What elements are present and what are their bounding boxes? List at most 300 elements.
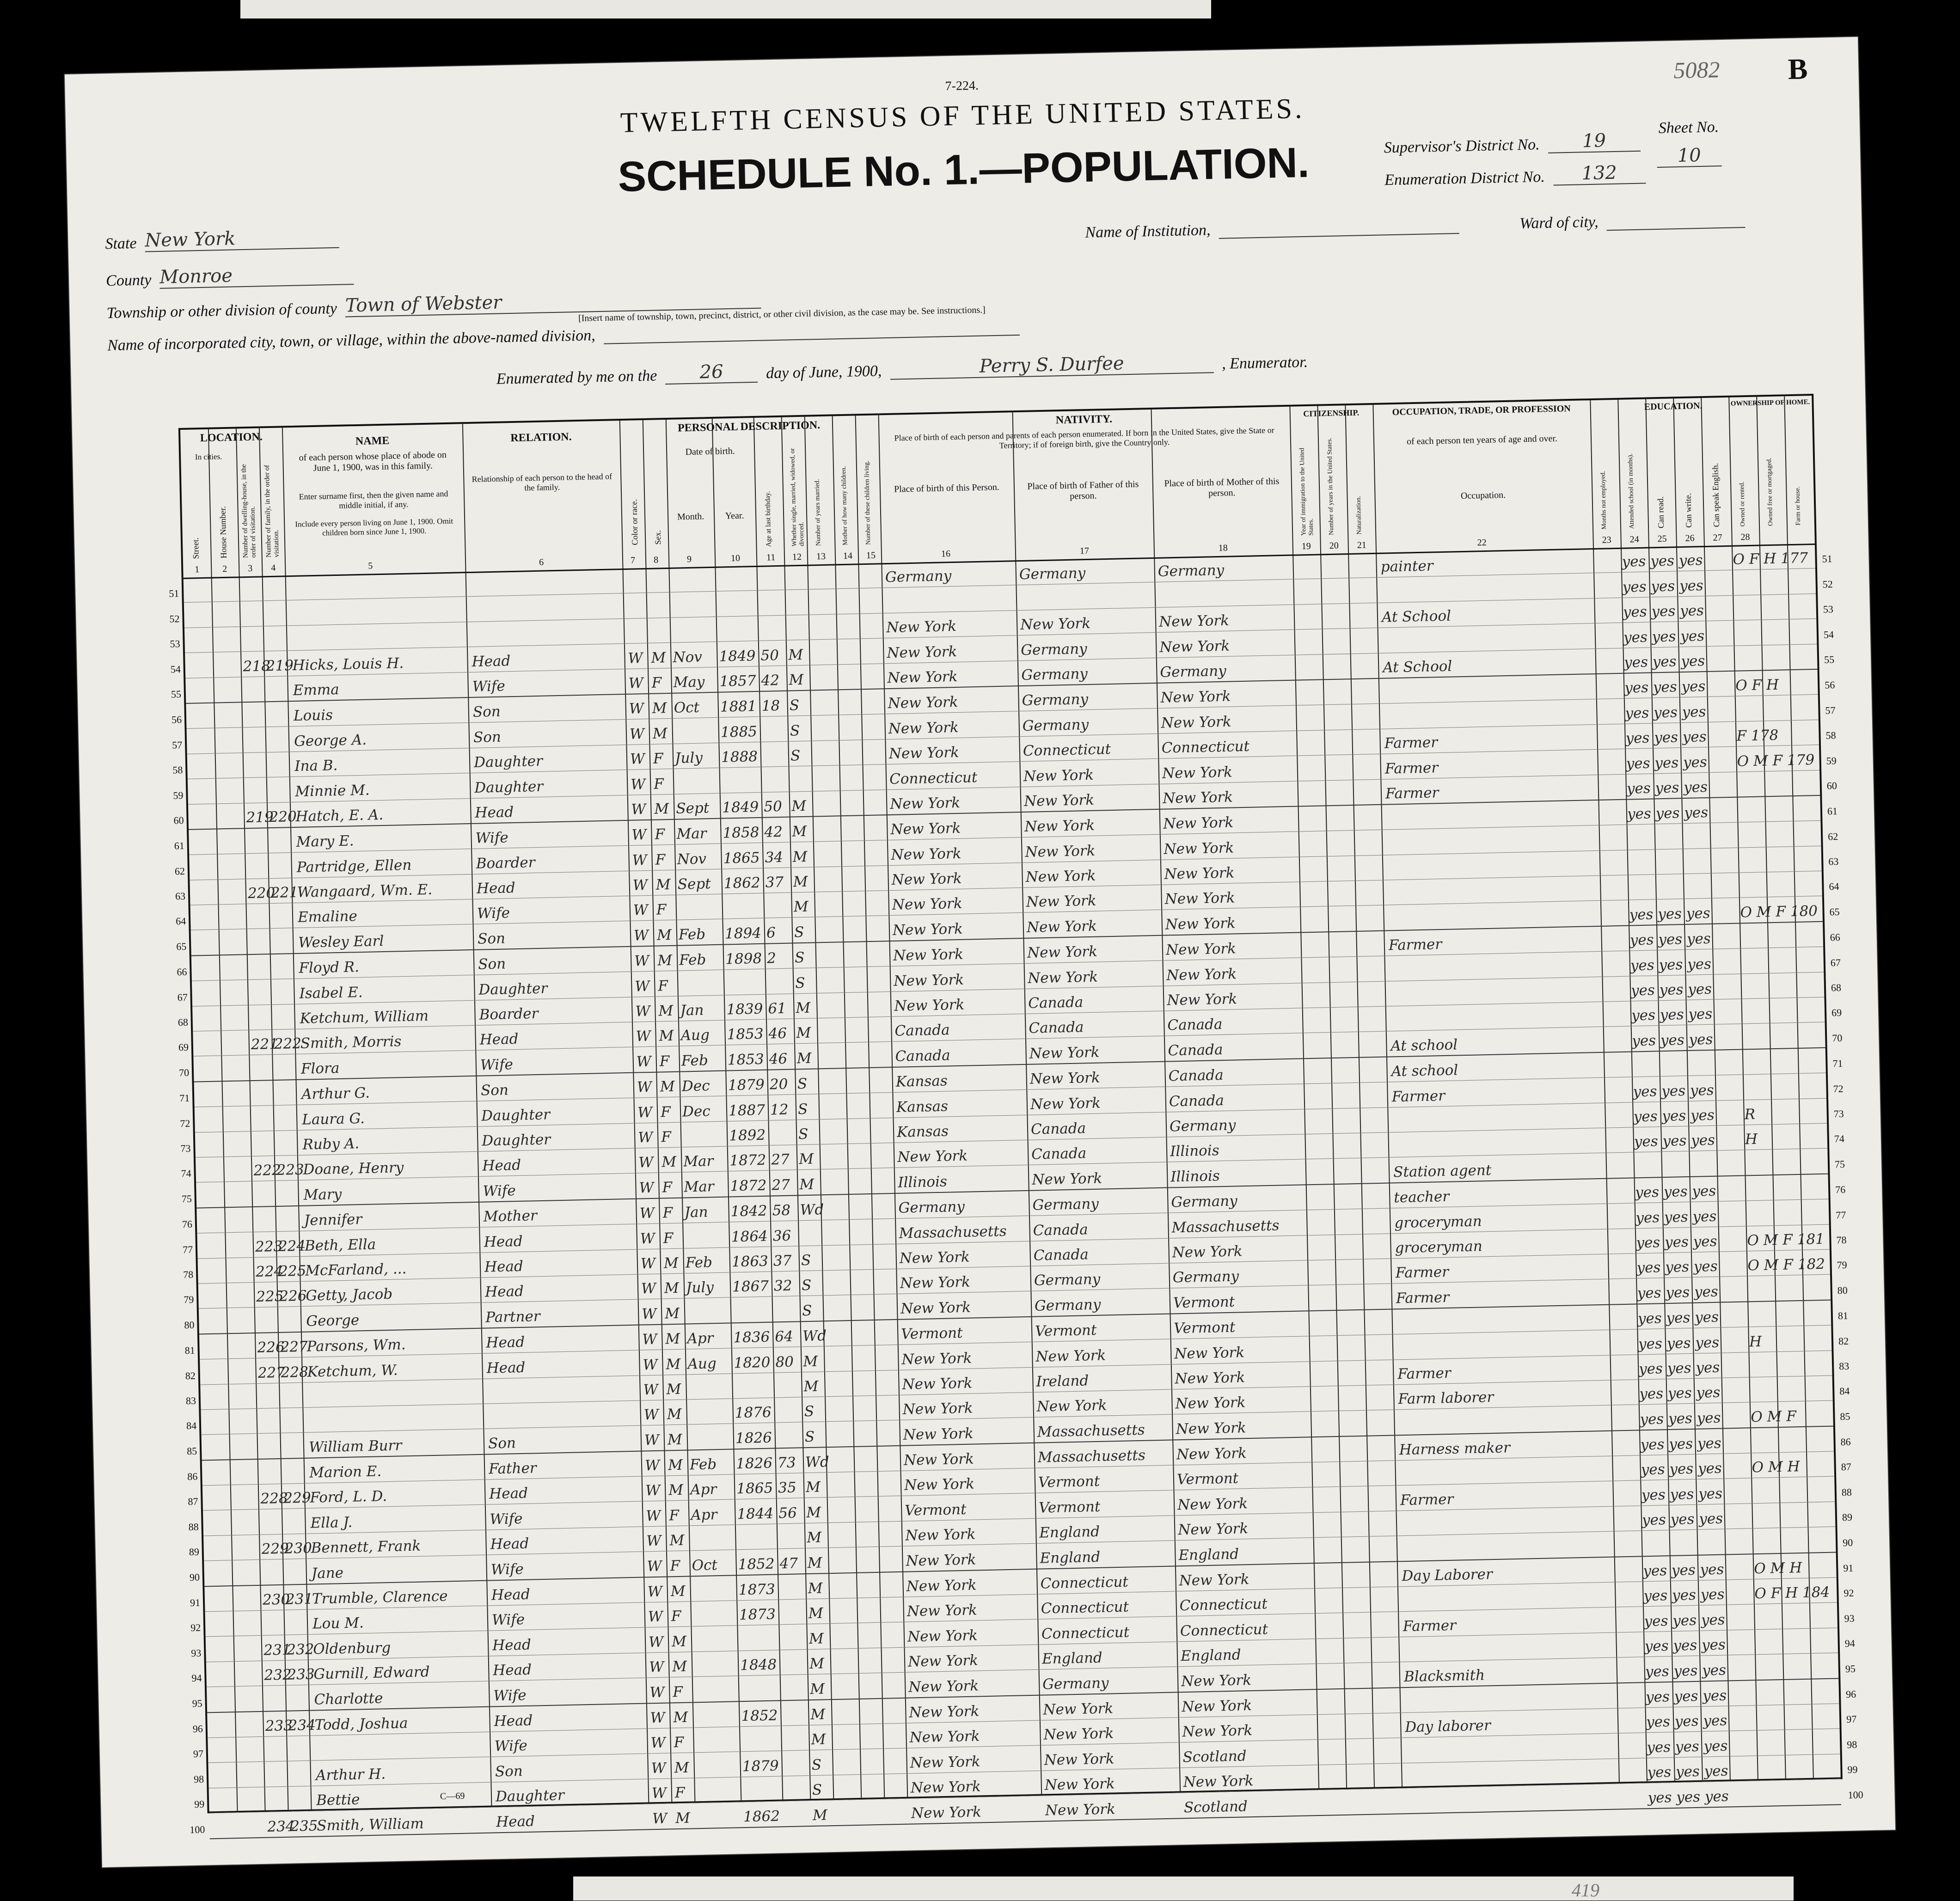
hdr-english: Can speak English.: [1710, 463, 1721, 527]
column-number: 21: [1357, 540, 1366, 550]
cell-ms: M: [796, 1050, 812, 1067]
hdr-relation-desc: Relationship of each person to the head of the family.: [472, 471, 612, 493]
row-number-right: 62: [1827, 830, 1838, 843]
hdr-owned: Owned or rented.: [1739, 481, 1747, 527]
row-number-right: 94: [1844, 1637, 1855, 1650]
cell-s: M: [663, 1254, 679, 1272]
cell-pm: New York: [1181, 1671, 1252, 1690]
cell-name: Mary E.: [296, 832, 354, 851]
cell-s: F: [671, 1608, 681, 1625]
cell-m: [676, 791, 717, 792]
cell-c: [628, 641, 646, 642]
hdr-name-desc: of each person whose place of abode on June 1, 1900, was in this family.: [299, 449, 447, 473]
cell-y: [738, 1547, 775, 1548]
cell-c: W: [637, 1079, 652, 1096]
cell-c: W: [639, 1205, 655, 1222]
cell-age: [783, 1723, 808, 1724]
cell-name: Beth, Ella: [304, 1236, 376, 1254]
cell-m: Nov: [677, 850, 707, 868]
cell-c: W: [648, 1633, 664, 1651]
ward-line: [1606, 213, 1746, 231]
cell-c: W: [643, 1356, 658, 1373]
cell-d: [245, 750, 266, 751]
ward-label: Ward of city,: [1519, 213, 1599, 232]
cell-s: M: [651, 649, 666, 666]
cell-m: [694, 1674, 736, 1675]
cell-ms: M: [791, 797, 807, 815]
row-number: 87: [188, 1496, 198, 1508]
cell-s: M: [667, 1406, 682, 1423]
cell-rel: Head: [494, 1712, 533, 1730]
cell-c: W: [633, 927, 649, 944]
cell-m: [696, 1775, 738, 1776]
cell-c: W: [638, 1154, 654, 1171]
township-label: Township or other division of county: [106, 300, 337, 322]
cell-s: F: [662, 1179, 673, 1196]
cell-name: George: [306, 1312, 360, 1330]
cell-name: Parsons, Wm.: [306, 1336, 406, 1355]
cell-c: W: [651, 1785, 667, 1802]
cell-y: 1857: [719, 672, 756, 690]
cell-age: 42: [761, 672, 780, 689]
cell-f: 234: [288, 1717, 316, 1734]
group-ownership: OWNERSHIP OF HOME.: [1730, 398, 1810, 408]
cell-c: W: [644, 1457, 660, 1474]
cell-age: [777, 1445, 802, 1446]
column-number: 11: [766, 552, 776, 563]
cell-s: F: [670, 1557, 680, 1574]
hdr-pob-person: Place of birth of this Person.: [894, 482, 1000, 495]
cell-rw: yes yes yes: [1647, 1762, 1728, 1781]
cell-rel: Son: [477, 930, 506, 947]
cell-f: [272, 926, 293, 927]
cell-y: 1865: [723, 849, 760, 867]
row-number-right: 57: [1825, 704, 1836, 716]
column-number: 12: [792, 551, 802, 562]
cell-rw: yes yes yes: [1637, 1308, 1719, 1327]
cell-occ: Harness maker: [1399, 1439, 1511, 1459]
cell-pf: Canada: [1028, 994, 1084, 1012]
cell-y: 1885: [720, 723, 758, 741]
cell-ms: S: [812, 1781, 822, 1799]
row-number: 78: [183, 1268, 194, 1281]
cell-y: 1864: [731, 1228, 768, 1245]
enumeration-label: Enumeration District No.: [1384, 168, 1545, 189]
cell-ms: S: [804, 1403, 815, 1420]
column-number: 26: [1685, 533, 1695, 544]
column-number: 24: [1629, 534, 1639, 545]
cell-s: M: [669, 1532, 685, 1549]
column-number: 23: [1602, 535, 1611, 545]
cell-ms: M: [799, 1176, 815, 1193]
cell-pm: New York: [1161, 713, 1231, 732]
group-relation: RELATION.: [510, 431, 572, 445]
cell-occ: teacher: [1393, 1188, 1450, 1206]
cell-name: Hatch, E. A.: [295, 806, 384, 825]
row-number: 79: [184, 1294, 194, 1306]
cell-rel: Wife: [477, 905, 510, 923]
cell-pm: New York: [1176, 1419, 1246, 1438]
cell-s: M: [668, 1482, 684, 1499]
cell-c: W: [644, 1431, 660, 1449]
cell-rw: yes yes yes: [1630, 955, 1712, 974]
cell-pf: New York: [1029, 1044, 1100, 1062]
row-number-right: 65: [1829, 905, 1840, 918]
cell-rel: Daughter: [473, 752, 543, 771]
cell-occ: Day laborer: [1404, 1717, 1491, 1736]
cell-s: M: [654, 800, 669, 818]
cell-f: 230: [284, 1540, 312, 1558]
cell-occ: Farmer: [1397, 1364, 1451, 1383]
cell-c: W: [640, 1255, 656, 1272]
row-number: 71: [179, 1092, 190, 1104]
cell-own: O M F: [1751, 1407, 1797, 1425]
cell-ms: M: [810, 1706, 826, 1724]
cell-age: 27: [771, 1151, 790, 1168]
cell-d: 219: [246, 808, 274, 826]
cell-f: [275, 1077, 295, 1078]
cell-own: [1743, 1045, 1824, 1047]
cell-name: Emma: [293, 681, 340, 699]
cell-pob: New York: [890, 820, 961, 838]
cell-rel: Daughter: [495, 1787, 565, 1805]
row-number-right: 60: [1826, 780, 1838, 792]
cell-d: [247, 851, 268, 852]
cell-occ: Farmer: [1384, 734, 1438, 752]
cell-own: [1759, 1802, 1840, 1804]
group-education: EDUCATION.: [1644, 401, 1703, 412]
cell-ms: S: [797, 1076, 808, 1093]
cell-m: [689, 1422, 730, 1423]
cell-f: [276, 1128, 297, 1129]
cell-pob: New York: [910, 1753, 980, 1772]
row-number-right: 95: [1845, 1663, 1856, 1675]
cell-m: Oct: [674, 699, 700, 717]
cell-pob: New York: [906, 1551, 976, 1570]
cell-name: Marion E.: [309, 1463, 382, 1481]
bottom-page-number: 419: [1572, 1880, 1599, 1901]
column-number: 18: [1218, 543, 1228, 554]
cell-pob: New York: [893, 971, 964, 990]
cell-pob: New York: [906, 1577, 977, 1595]
cell-rw: yes yes yes: [1645, 1662, 1727, 1680]
institution-line: [1219, 219, 1459, 239]
cell-rw: yes yes yes: [1637, 1283, 1719, 1302]
cell-rel: Son: [480, 1082, 509, 1099]
cell-rw: yes yes yes: [1625, 703, 1706, 722]
cell-rel: Wife: [472, 678, 506, 695]
cell-pm: New York: [1165, 915, 1236, 933]
column-number: 7: [630, 555, 636, 566]
cell-rel: Son: [472, 703, 501, 721]
cell-age: 47: [779, 1555, 798, 1572]
row-number: 66: [177, 966, 187, 978]
ward-field: [1519, 210, 1746, 232]
cell-ms: M: [796, 999, 811, 1017]
cell-ms: M: [793, 873, 808, 891]
cell-f: 221: [270, 884, 299, 902]
cell-pf: New York: [1031, 1170, 1102, 1188]
cell-m: [678, 917, 720, 918]
cell-pf: Canada: [1031, 1145, 1087, 1163]
cell-own: [1733, 592, 1814, 593]
row-number-right: 89: [1842, 1511, 1853, 1523]
cell-c: W: [648, 1608, 663, 1626]
cell-m: [685, 1245, 727, 1246]
row-number-right: 77: [1836, 1209, 1846, 1221]
row-number: 99: [194, 1798, 205, 1810]
cell-pm: New York: [1182, 1722, 1253, 1741]
cell-m: [695, 1699, 736, 1700]
cell-rel: Boarder: [476, 854, 535, 872]
cell-pm: New York: [1175, 1369, 1245, 1388]
enumerated-day: 26: [665, 361, 758, 385]
cell-pob: New York: [909, 1728, 980, 1746]
cell-d: [252, 1103, 273, 1104]
cell-name: Wesley Earl: [298, 932, 384, 951]
cell-f: [265, 623, 286, 624]
cell-pm: New York: [1164, 839, 1234, 858]
cell-ms: S: [802, 1302, 812, 1319]
cell-pm: Illinois: [1170, 1167, 1220, 1186]
column-number: 1: [195, 564, 200, 575]
cell-rel: Boarder: [479, 1005, 539, 1023]
cell-y: 1842: [730, 1202, 767, 1220]
row-number-right: 74: [1834, 1133, 1845, 1145]
hdr-month: Month.: [677, 511, 704, 522]
cell-pob: New York: [907, 1627, 978, 1645]
cell-ms: M: [805, 1479, 821, 1496]
cell-ms: S: [804, 1428, 815, 1445]
cell-m: [673, 640, 714, 641]
cell-pm: Vermont: [1173, 1319, 1236, 1337]
cell-pf: New York: [1036, 1397, 1107, 1415]
cell-pob: New York: [887, 643, 957, 661]
cell-m: Aug: [687, 1355, 717, 1372]
cell-pm: Germany: [1160, 662, 1227, 681]
cell-rw: yes yes yes: [1648, 1788, 1729, 1806]
cell-y: 1881: [720, 698, 757, 715]
cell-s: F: [655, 851, 666, 868]
cell-pob: Canada: [894, 1021, 950, 1040]
column-number: 19: [1301, 541, 1311, 552]
cell-c: W: [639, 1179, 654, 1197]
cell-y: [740, 1648, 777, 1649]
cell-f: [283, 1481, 304, 1482]
cell-s: M: [656, 926, 672, 944]
cell-rel: Wife: [475, 829, 509, 847]
cell-pf: New York: [1029, 1069, 1101, 1088]
cell-y: 1867: [732, 1278, 769, 1296]
cell-s: M: [659, 1027, 674, 1045]
cell-rel: Father: [488, 1460, 537, 1478]
cell-pf: England: [1039, 1523, 1100, 1541]
cell-c: W: [650, 1734, 666, 1752]
cell-rw: yes yes yes: [1638, 1334, 1720, 1352]
cell-occ: Farmer: [1384, 759, 1439, 777]
cell-own: [1758, 1727, 1838, 1729]
cell-c: W: [637, 1129, 653, 1146]
cell-age: 80: [775, 1353, 794, 1370]
cell-rw: yes yes yes: [1624, 678, 1706, 697]
cell-pm: Illinois: [1170, 1142, 1219, 1160]
cell-age: [782, 1672, 808, 1673]
cell-s: M: [657, 952, 673, 969]
cell-pob: New York: [907, 1652, 979, 1670]
cell-m: Nov: [673, 648, 703, 666]
row-number-right: 84: [1839, 1385, 1850, 1397]
cell-occ: Farmer: [1396, 1289, 1450, 1307]
cell-rw: yes yes yes: [1631, 1031, 1713, 1050]
cell-rw: yes yes yes: [1630, 980, 1712, 999]
township-note: [Insert name of township, town, precinct, district, or other civil division, as the case may be. See instructions.]: [578, 305, 986, 324]
schedule-title: SCHEDULE No. 1.—POPULATION.: [617, 139, 1310, 201]
row-number-right: 72: [1833, 1082, 1844, 1095]
cell-c: [627, 616, 646, 617]
cell-y: 1876: [735, 1404, 772, 1422]
cell-c: W: [628, 675, 643, 692]
cell-ms: M: [807, 1554, 822, 1571]
cell-c: W: [651, 1760, 667, 1777]
cell-y: [743, 1799, 780, 1800]
footer-code: C—69: [440, 1791, 465, 1802]
cell-pf: Germany: [1042, 1675, 1109, 1693]
cell-own: O M H: [1753, 1559, 1802, 1577]
cell-name: Smith, William: [316, 1815, 424, 1834]
cell-pf: New York: [1044, 1775, 1115, 1794]
hdr-mother-of: Mother of how many children.: [840, 466, 849, 546]
row-number: 64: [175, 915, 186, 927]
cell-m: Dec: [681, 1077, 710, 1095]
adjacent-sheet-bottom: [573, 1877, 1794, 1901]
cell-y: [718, 614, 755, 615]
row-number-right: 80: [1837, 1284, 1848, 1296]
hdr-dwelling: Number of dwelling-house, in the order of visitation.: [240, 464, 257, 558]
cell-rel: Daughter: [474, 778, 544, 796]
cell-own: [1736, 718, 1817, 720]
cell-pob: New York: [902, 1375, 973, 1393]
cell-own: O F H 177: [1733, 550, 1808, 568]
hdr-house: House Number.: [218, 506, 228, 559]
cell-m: [687, 1320, 729, 1321]
cell-ms: S: [794, 923, 804, 941]
cell-own: [1738, 819, 1819, 820]
enumerated-label: Enumerated by me on the: [496, 367, 657, 388]
cell-age: [775, 1319, 800, 1320]
cell-y: 1826: [735, 1455, 773, 1473]
group-personal: PERSONAL DESCRIPTION.: [677, 419, 821, 434]
cell-pob: New York: [908, 1677, 979, 1696]
cell-ms: [787, 587, 808, 588]
cell-d: 227: [257, 1364, 286, 1381]
cell-own: [1738, 793, 1819, 795]
cell-name: Partridge, Ellen: [296, 856, 412, 876]
hdr-name-include: Include every person living on June 1, 1900. Omit children born since June 1, 1900.: [295, 516, 453, 538]
cell-pob: New York: [905, 1526, 976, 1544]
cell-rel: Head: [484, 1258, 524, 1276]
cell-own: [1756, 1676, 1837, 1678]
cell-pf: New York: [1024, 817, 1095, 836]
cell-ms: M: [812, 1806, 828, 1824]
cell-s: F: [653, 750, 663, 767]
row-number-right: 90: [1842, 1536, 1853, 1548]
cell-occ: Farmer: [1391, 1087, 1446, 1106]
cell-pob: New York: [897, 1148, 968, 1166]
cell-f: 222: [274, 1035, 302, 1053]
cell-f: [270, 850, 291, 851]
cell-pm: New York: [1183, 1773, 1254, 1791]
cell-c: W: [641, 1305, 657, 1323]
cell-y: 1852: [741, 1707, 778, 1725]
cell-pm: New York: [1175, 1394, 1246, 1412]
row-number: 91: [190, 1596, 201, 1609]
cell-own: [1749, 1323, 1830, 1325]
cell-own: [1750, 1374, 1831, 1375]
cell-age: 42: [764, 824, 783, 841]
cell-pob: New York: [903, 1425, 974, 1443]
cell-s: F: [674, 1784, 685, 1802]
cell-own: R: [1744, 1106, 1756, 1123]
cell-y: 1872: [730, 1177, 767, 1195]
cell-own: [1758, 1752, 1839, 1754]
cell-own: O M H: [1752, 1458, 1800, 1476]
cell-pf: New York: [1020, 615, 1091, 634]
cell-pob: New York: [904, 1475, 975, 1494]
cell-s: M: [675, 1809, 691, 1827]
hdr-street: Street.: [190, 537, 201, 559]
cell-occ: Day Laborer: [1402, 1566, 1493, 1585]
cell-own: [1746, 1172, 1826, 1174]
cell-pob: Germany: [885, 568, 952, 586]
cell-ms: M: [808, 1605, 824, 1622]
cell-s: M: [664, 1305, 680, 1322]
row-number: 82: [185, 1369, 196, 1381]
row-number: 69: [178, 1041, 189, 1053]
cell-m: [692, 1598, 734, 1599]
row-number-right: 54: [1823, 628, 1834, 641]
cell-s: M: [668, 1456, 683, 1474]
cell-pob: New York: [886, 618, 957, 636]
cell-own: [1757, 1701, 1838, 1703]
cell-rw: yes yes yes: [1636, 1258, 1718, 1277]
cell-own: [1754, 1550, 1835, 1552]
row-number: 83: [185, 1394, 196, 1407]
cell-rw: yes yes yes: [1633, 1082, 1714, 1100]
cell-rel: Daughter: [481, 1106, 551, 1125]
cell-pf: Germany: [1020, 640, 1087, 659]
cell-name: Ford, L. D.: [310, 1488, 387, 1507]
cell-own: O M F 182: [1747, 1256, 1825, 1274]
cell-rw: yes yes yes: [1623, 627, 1705, 646]
sheet-no-field: [1656, 118, 1722, 168]
cell-m: Apr: [687, 1330, 714, 1347]
row-number: 81: [184, 1344, 195, 1357]
cell-rw: yes yes yes: [1635, 1182, 1716, 1201]
group-name: NAME: [355, 434, 390, 448]
cell-rel: Son: [478, 955, 506, 973]
cell-name: Flora: [300, 1059, 340, 1077]
cell-rel: Head: [492, 1661, 532, 1679]
cell-rw: [1629, 896, 1738, 898]
row-number-right: 58: [1825, 729, 1836, 741]
hdr-years-married: Number of years married.: [814, 479, 822, 546]
township-value: Town of Webster: [345, 287, 761, 318]
cell-pf: Canada: [1030, 1120, 1086, 1138]
cell-f: 227: [280, 1338, 308, 1356]
cell-name: Charlotte: [314, 1689, 383, 1708]
cell-y: 1894: [724, 924, 762, 942]
cell-own: [1734, 642, 1815, 644]
